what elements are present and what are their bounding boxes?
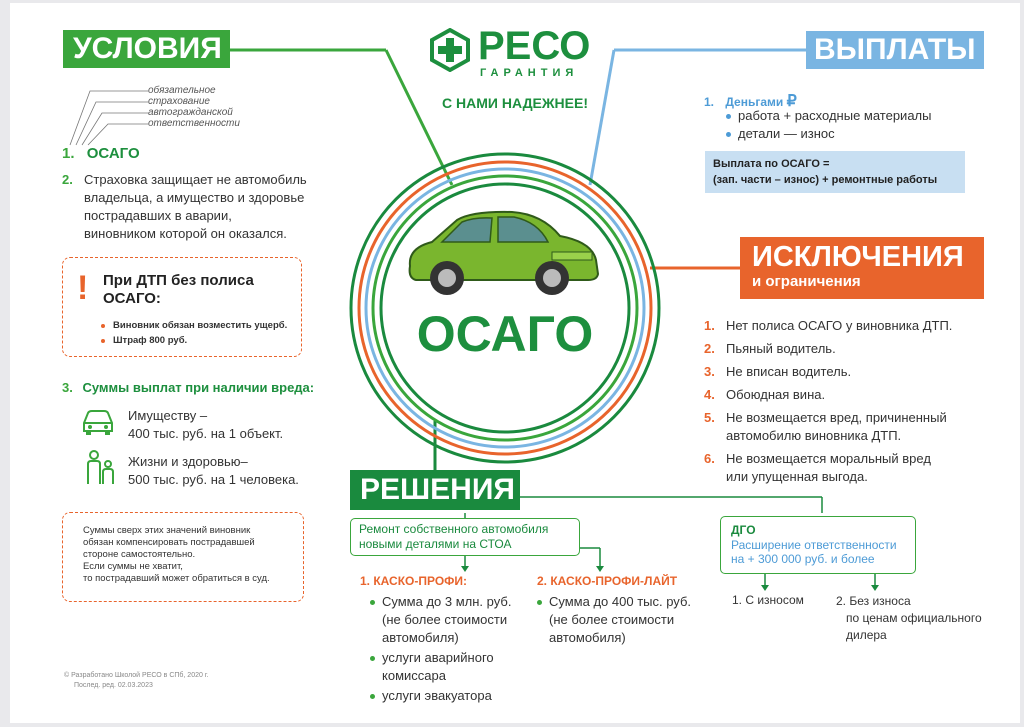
warning-list	[101, 318, 287, 348]
cond-item-1	[62, 145, 140, 162]
exception-item	[704, 363, 1004, 381]
life-amount	[128, 453, 299, 489]
warning-title-line: При ДТП без полиса	[103, 272, 254, 289]
logo-sub: ГАРАНТИЯ	[480, 67, 579, 79]
formula-line: Выплата по ОСАГО =	[713, 158, 830, 170]
note-box	[62, 512, 304, 602]
property-amount	[128, 407, 283, 443]
dgo-box	[720, 516, 916, 574]
item-number: 5.	[704, 410, 715, 425]
cond-item-3	[62, 380, 314, 395]
text-line: по ценам официального	[846, 611, 982, 625]
text-line: Не возмещается моральный вред	[726, 451, 931, 466]
item-number: 6.	[704, 451, 715, 466]
text-line: Жизни и здоровью–	[128, 454, 248, 469]
infographic-sheet	[10, 3, 1020, 723]
text-line: 2. Без износа	[836, 594, 911, 608]
kasko-profi-list	[370, 593, 530, 705]
slogan: С НАМИ НАДЕЖНЕЕ!	[442, 95, 588, 111]
kasko-item	[370, 687, 530, 705]
text-line: владельца, а имущество и здоровье	[84, 190, 305, 205]
text-line: автомобиля)	[549, 630, 626, 645]
text-line: или упущенная выгода.	[726, 469, 868, 484]
warning-item: Виновник обязан возместить ущерб.	[101, 318, 287, 333]
exceptions-subtitle: и ограничения	[752, 273, 861, 290]
logo-name: РЕСО	[478, 24, 591, 68]
footer-line: Послед. ред. 02.03.2023	[74, 682, 153, 689]
car-icon	[402, 208, 602, 303]
text-line: Пьяный водитель.	[726, 341, 836, 356]
option-text: 1. С износом	[732, 593, 804, 607]
text-line: автомобиля)	[382, 630, 459, 645]
warning-title	[103, 272, 254, 308]
formula-line: (зап. части – износ) + ремонтные работы	[713, 174, 938, 186]
people-icon	[84, 450, 116, 486]
center-title: ОСАГО	[416, 306, 594, 362]
repair-box	[350, 518, 580, 556]
ruble-icon: ₽	[786, 93, 797, 110]
osago-annotation	[148, 85, 240, 129]
kasko-item	[537, 593, 707, 647]
exception-item	[704, 386, 1004, 404]
exceptions-header	[740, 237, 984, 299]
payments-bullet: детали — износ	[726, 125, 931, 143]
text-line: Страховка защищает не автомобиль	[84, 172, 307, 187]
solutions-header: РЕШЕНИЯ	[350, 470, 520, 510]
payments-list	[726, 107, 931, 143]
text-line: (не более стоимости	[382, 612, 508, 627]
text-line: 400 тыс. руб. на 1 объект.	[128, 426, 284, 441]
exception-item	[704, 450, 1004, 486]
dgo-line: на + 300 000 руб. и более	[731, 552, 875, 566]
payments-bullet: работа + расходные материалы	[726, 107, 931, 125]
kasko-profi-title: 1. КАСКО-ПРОФИ:	[360, 574, 468, 588]
exception-item	[704, 317, 1004, 335]
reso-logo-icon	[428, 28, 472, 72]
item-number: 1.	[62, 145, 75, 162]
dgo-option-2	[836, 593, 982, 644]
dgo-title: ДГО	[731, 523, 756, 537]
note-line: то пострадавший может обратиться в суд.	[83, 573, 270, 584]
item-title: Суммы выплат при наличии вреда:	[82, 380, 315, 395]
text-line: комиссара	[382, 668, 446, 683]
text-line: Нет полиса ОСАГО у виновника ДТП.	[726, 318, 953, 333]
note-line: обязан компенсировать пострадавшей	[83, 537, 255, 548]
dgo-option-1	[732, 593, 804, 607]
text-line: Имуществу –	[128, 408, 208, 423]
kasko-item	[370, 593, 530, 647]
kasko-item	[370, 649, 530, 685]
annot-line: обязательное	[148, 85, 216, 96]
dgo-line: Расширение ответственности	[731, 538, 897, 552]
item-number: 2.	[62, 172, 73, 187]
item-number: 4.	[704, 387, 715, 402]
exceptions-list	[704, 317, 1004, 491]
footer-line: © Разработано Школой РЕСО в СПб, 2020 г.	[64, 672, 209, 679]
text-line: Не возмещается вред, причиненный	[726, 410, 947, 425]
item-number: 1.	[704, 318, 715, 333]
formula-box	[705, 151, 965, 193]
exception-item	[704, 409, 1004, 445]
text-line: (не более стоимости	[549, 612, 675, 627]
exceptions-title: ИСКЛЮЧЕНИЯ	[752, 241, 964, 273]
text-line: услуги аварийного	[382, 650, 494, 665]
item-number: 3.	[62, 380, 73, 395]
annot-line: ответственности	[148, 118, 240, 129]
text-line: виновником которой он оказался.	[84, 226, 287, 241]
text-line: услуги эвакуатора	[382, 688, 492, 703]
payments-header: ВЫПЛАТЫ	[806, 31, 984, 69]
text-line: дилера	[846, 628, 887, 642]
item-number: 2.	[704, 341, 715, 356]
warning-item: Штраф 800 руб.	[101, 333, 287, 348]
kasko-lite-list	[537, 593, 707, 647]
item-title: Деньгами	[725, 95, 784, 109]
annot-line: страхование	[148, 96, 210, 107]
text-line: Сумма до 400 тыс. руб.	[549, 594, 691, 609]
conditions-header: УСЛОВИЯ	[63, 30, 230, 68]
note-line: стороне самостоятельно.	[83, 549, 196, 560]
footer	[64, 671, 208, 691]
text-line: 500 тыс. руб. на 1 человека.	[128, 472, 299, 487]
warning-title-line: ОСАГО:	[103, 290, 161, 307]
annot-line: автогражданской	[148, 107, 233, 118]
kasko-lite-title: 2. КАСКО-ПРОФИ-ЛАЙТ	[537, 574, 678, 588]
cond-item-2	[62, 171, 307, 243]
text-line: автомобилю виновника ДТП.	[726, 428, 902, 443]
repair-line: Ремонт собственного автомобиля	[359, 522, 549, 536]
text-line: Сумма до 3 млн. руб.	[382, 594, 512, 609]
note-line: Если суммы не хватит,	[83, 561, 183, 572]
text-line: Не вписан водитель.	[726, 364, 852, 379]
warning-box	[62, 257, 302, 357]
item-title: ОСАГО	[86, 145, 140, 162]
warning-mark: !	[77, 269, 89, 307]
text-line: Обоюдная вина.	[726, 387, 826, 402]
exception-item	[704, 340, 1004, 358]
car-small-icon	[80, 407, 116, 437]
note-line: Суммы сверх этих значений виновник	[83, 525, 251, 536]
repair-line: новыми деталями на СТОА	[359, 537, 512, 551]
text-line: пострадавших в аварии,	[84, 208, 232, 223]
item-number: 1.	[704, 95, 715, 109]
item-number: 3.	[704, 364, 715, 379]
